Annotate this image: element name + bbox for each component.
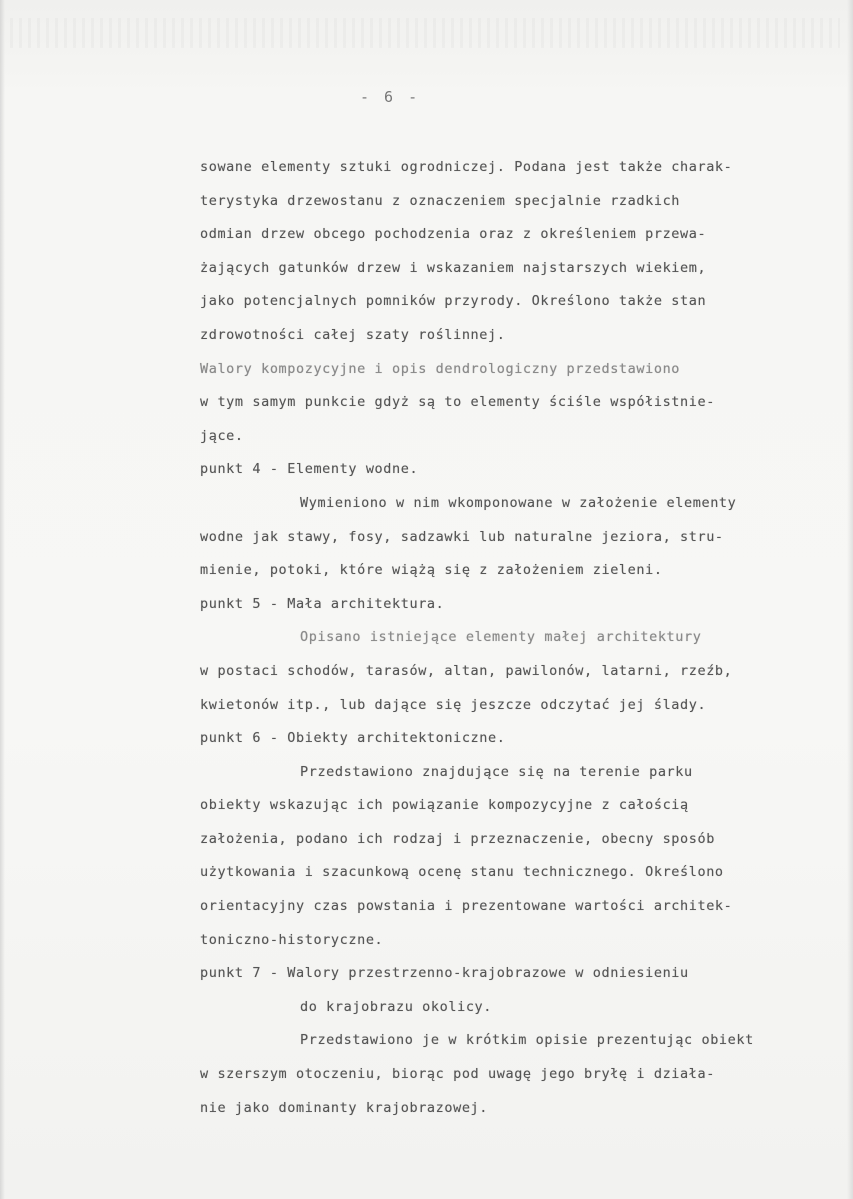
- text-line: terystyka drzewostanu z oznaczeniem specjalnie rzadkich: [200, 192, 681, 209]
- text-line: żających gatunków drzew i wskazaniem najstarszych wiekiem,: [200, 259, 707, 276]
- section-heading-4: punkt 4 - Elementy wodne.: [200, 461, 419, 478]
- text-line: założenia, podano ich rodzaj i przeznaczenie, obecny sposób: [200, 830, 715, 847]
- text-line: Przedstawiono znajdujące się na terenie parku: [300, 763, 693, 780]
- text-line: Walory kompozycyjne i opis dendrologiczny przedstawiono: [200, 360, 681, 377]
- section-heading-5: punkt 5 - Mała architektura.: [200, 595, 445, 612]
- text-line: jako potencjalnych pomników przyrody. Określono także stan: [200, 293, 707, 310]
- text-line: mienie, potoki, które wiążą się z założeniem zieleni.: [200, 562, 663, 579]
- body-text: [200, 151, 840, 1125]
- text-line: toniczno-historyczne.: [200, 931, 384, 948]
- text-line: nie jako dominanty krajobrazowej.: [200, 1099, 489, 1116]
- section-heading-7: punkt 7 - Walory przestrzenno-krajobrazowe w odniesieniu: [200, 965, 689, 982]
- text-line: zdrowotności całej szaty roślinnej.: [200, 326, 506, 343]
- section-heading-6: punkt 6 - Obiekty architektoniczne.: [200, 730, 506, 747]
- scan-edge-left: [0, 0, 5, 1199]
- scan-header-noise: [10, 18, 840, 48]
- text-line: wodne jak stawy, fosy, sadzawki lub naturalne jeziora, stru-: [200, 528, 724, 545]
- text-line: w postaci schodów, tarasów, altan, pawilonów, latarni, rzeźb,: [200, 662, 733, 679]
- text-line: w tym samym punkcie gdyż są to elementy ściśle współistnie-: [200, 394, 715, 411]
- text-line: w szerszym otoczeniu, biorąc pod uwagę jego bryłę i działa-: [200, 1066, 715, 1083]
- scan-edge-right: [847, 0, 853, 1199]
- text-line: jące.: [200, 427, 244, 444]
- text-line: do krajobrazu okolicy.: [300, 998, 493, 1015]
- text-line: obiekty wskazując ich powiązanie kompozycyjne z całością: [200, 797, 689, 814]
- text-line: Opisano istniejące elementy małej architektury: [300, 629, 702, 646]
- page-number: - 6 -: [360, 88, 421, 106]
- text-line: orientacyjny czas powstania i prezentowane wartości architek-: [200, 898, 733, 915]
- text-line: użytkowania i szacunkową ocenę stanu technicznego. Określono: [200, 864, 724, 881]
- text-line: kwietonów itp., lub dające się jeszcze odczytać jej ślady.: [200, 696, 707, 713]
- text-line: odmian drzew obcego pochodzenia oraz z określeniem przewa-: [200, 226, 707, 243]
- text-line: Wymieniono w nim wkomponowane w założenie elementy: [300, 494, 737, 511]
- text-line: Przedstawiono je w krótkim opisie prezentując obiekt: [300, 1032, 754, 1049]
- text-line: sowane elementy sztuki ogrodniczej. Podana jest także charak-: [200, 159, 733, 175]
